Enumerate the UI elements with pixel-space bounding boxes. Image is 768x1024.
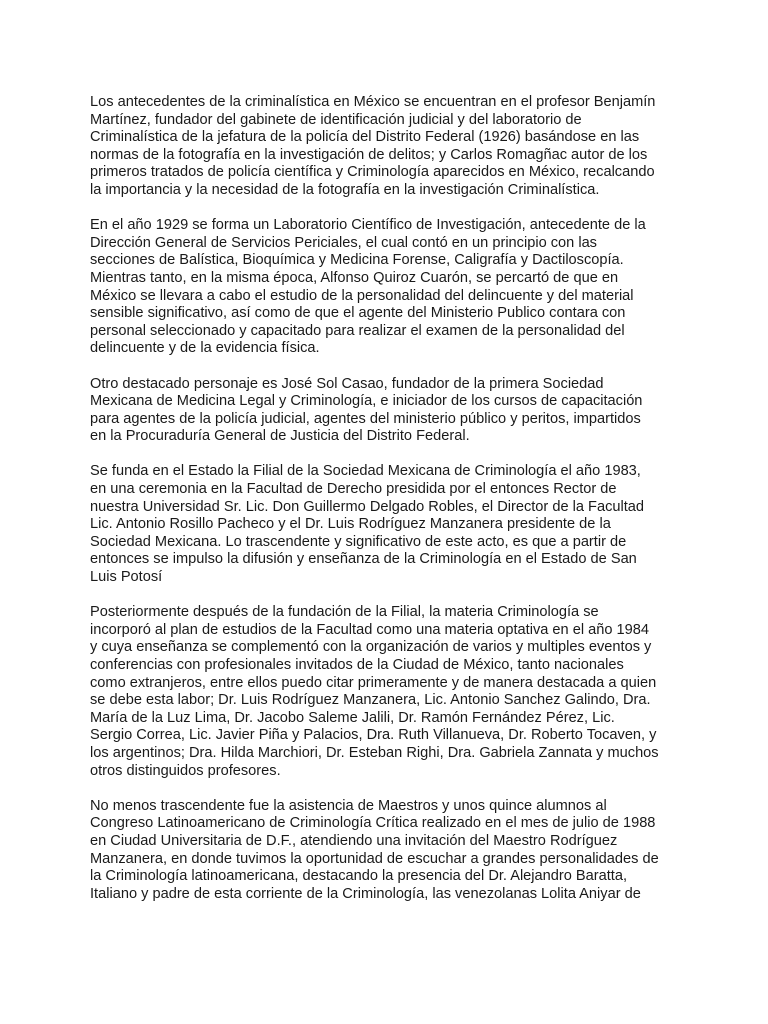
document-page xyxy=(90,94,690,921)
paragraph-congreso-1988: No menos trascendente fue la asistencia de Maestros y unos quince alumnos al Congreso Latinoamericano de Criminología Crítica realizado en el mes de julio de 1988 en Ciudad Universitaria de D.F., atendiendo una invitación del Maestro Rodríguez Manzanera, en donde tuvimos la oportunidad de escuchar a grandes personalidades de la Criminología latinoamericana, destacando la presencia del Dr. Alejandro Baratta, Italiano y padre de esta corriente de la Criminología, las venezolanas Lolita Aniyar de xyxy=(90,797,659,902)
paragraph-filial-1983: Se funda en el Estado la Filial de la Sociedad Mexicana de Criminología el año 1983, en una ceremonia en la Facultad de Derecho presidida por el entonces Rector de nuestra Universidad Sr. Lic. Don Guillermo Delgado Robles, el Director de la Facultad Lic. Antonio Rosillo Pacheco y el Dr. Luis Rodríguez Manzanera presidente de la Sociedad Mexicana. Lo trascendente y significativo de este acto, es que a partir de entonces se impulso la difusión y enseñanza de la Criminología en el Estado de San Luis Potosí xyxy=(90,463,645,586)
paragraph-plan-estudios-1984: Posteriormente después de la fundación de la Filial, la materia Criminología se incorporó al plan de estudios de la Facultad como una materia optativa en el año 1984 y cuya enseñanza se complementó con la organización de varios y multiples eventos y conferencias con profesionales invitados de la Ciudad de México, tanto nacionales como extranjeros, entre ellos puedo citar primeramente y de manera destacada a quien se debe esta labor; Dr. Luis Rodríguez Manzanera, Lic. Antonio Sanchez Galindo, Dra. María de la Luz Lima, Dr. Jacobo Saleme Jalili, Dr. Ramón Fernández Pérez, Lic. Sergio Correa, Lic. Javier Piña y Palacios, Dra. Ruth Villanueva, Dr. Roberto Tocaven, y los argentinos; Dra. Hilda Marchiori, Dr. Esteban Righi, Dra. Gabriela Zannata y muchos otros distinguidos profesores. xyxy=(90,604,659,779)
paragraph-jose-sol-casao: Otro destacado personaje es José Sol Casao, fundador de la primera Sociedad Mexicana de Medicina Legal y Criminología, e iniciador de los cursos de capacitación para agentes de la policía judicial, agentes del ministerio público y peritos, impartidos en la Procuraduría General de Justicia del Distrito Federal. xyxy=(90,375,643,445)
paragraph-laboratorio-1929: En el año 1929 se forma un Laboratorio Científico de Investigación, antecedente de la Dirección General de Servicios Periciales, el cual contó en un principio con las secciones de Balística, Bioquímica y Medicina Forense, Caligrafía y Dactiloscopía. Mientras tanto, en la misma época, Alfonso Quiroz Cuarón, se percartó de que en México se llevara a cabo el estudio de la personalidad del delincuente y del material sensible significativo, así como de que el agente del Ministerio Publico contara con personal seleccionado y capacitado para realizar el examen de la personalidad del delincuente y de la evidencia física. xyxy=(90,217,646,357)
paragraph-criminalistica-antecedentes: Los antecedentes de la criminalística en México se encuentran en el profesor Benjamín Martínez, fundador del gabinete de identificación judicial y del laboratorio de Criminalística de la jefatura de la policía del Distrito Federal (1926) basándose en las normas de la fotografía en la investigación de delitos; y Carlos Romagñac autor de los primeros tratados de policía científica y Criminología aparecidos en México, recalcando la importancia y la necesidad de la fotografía en la investigación Criminalística. xyxy=(90,94,656,198)
